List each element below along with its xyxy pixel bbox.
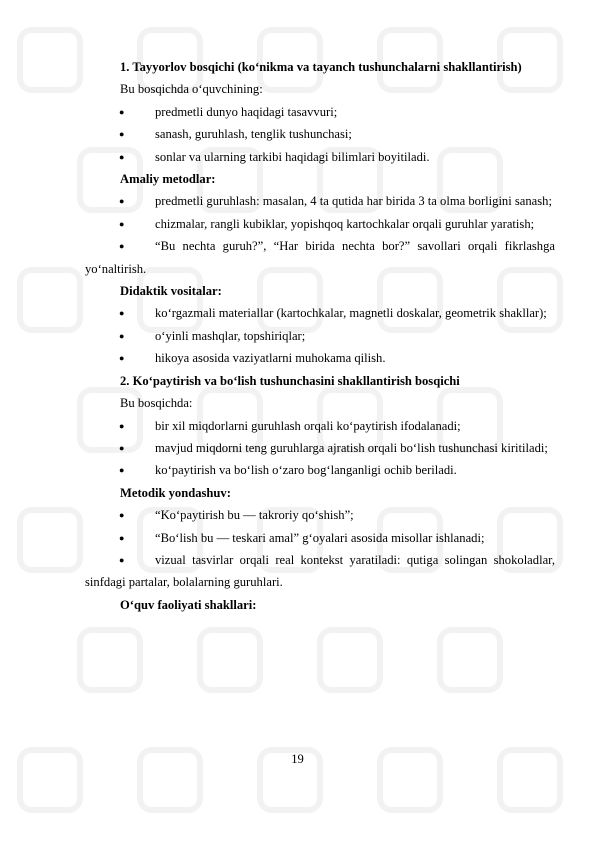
section2-heading: 2. Ko‘paytirish va bo‘lish tushunchasini shakllantirish bosqichi bbox=[120, 373, 460, 388]
list-item-text: vizual tasvirlar orqali real kontekst yaratiladi: qutiga solingan shokoladlar, sinfdagi partalar, bolalarning guruhlari. bbox=[85, 552, 555, 590]
list-item bbox=[85, 437, 555, 459]
bullet-icon: ● bbox=[119, 554, 125, 565]
list-item-text: sanash, guruhlash, tenglik tushunchasi; bbox=[155, 127, 352, 142]
bullet-icon: ● bbox=[119, 308, 125, 319]
bullet-icon: ● bbox=[119, 420, 125, 431]
list-item bbox=[85, 123, 555, 145]
section2-intro: Bu bosqichda: bbox=[120, 396, 193, 411]
list-item-text: ko‘rgazmali materiallar (kartochkalar, magnetli doskalar, geometrik shakllar); bbox=[155, 306, 547, 321]
list-item bbox=[85, 190, 555, 212]
list-item bbox=[85, 325, 555, 347]
list-item-text: ko‘paytirish va bo‘lish o‘zaro bog‘langanligi ochib beriladi. bbox=[155, 463, 457, 478]
list-item-text: o‘yinli mashqlar, topshiriqlar; bbox=[155, 328, 306, 343]
approach-heading: Metodik yondashuv: bbox=[120, 485, 231, 500]
list-item-text: “Bo‘lish bu — teskari amal” g‘oyalari asosida misollar ishlanadi; bbox=[155, 530, 485, 545]
bullet-icon: ● bbox=[119, 151, 125, 162]
bullet-icon: ● bbox=[119, 196, 125, 207]
methods-heading: Amaliy metodlar: bbox=[120, 172, 216, 187]
bullet-icon: ● bbox=[119, 532, 125, 543]
list-item bbox=[85, 146, 555, 168]
list-item bbox=[85, 101, 555, 123]
list-item-text: predmetli dunyo haqidagi tasavvuri; bbox=[155, 104, 338, 119]
bullet-icon: ● bbox=[119, 442, 125, 453]
document-page bbox=[85, 56, 555, 616]
bullet-icon: ● bbox=[119, 330, 125, 341]
list-item-text: “Bu nechta guruh?”, “Har birida nechta bor?” savollari orqali fikrlashga yo‘naltirish. bbox=[85, 239, 555, 276]
list-item-text: hikoya asosida vaziyatlarni muhokama qilish. bbox=[155, 351, 386, 366]
bullet-icon: ● bbox=[119, 353, 125, 364]
list-item bbox=[85, 347, 555, 369]
list-item bbox=[85, 459, 555, 481]
list-item-text: chizmalar, rangli kubiklar, yopishqoq kartochkalar orqali guruhlar yaratish; bbox=[155, 216, 535, 231]
list-item bbox=[85, 527, 555, 549]
list-item bbox=[85, 213, 555, 235]
list-item-text: bir xil miqdorlarni guruhlash orqali ko‘paytirish ifodalanadi; bbox=[155, 418, 461, 433]
bullet-icon: ● bbox=[119, 241, 125, 252]
list-item bbox=[85, 415, 555, 437]
list-item-text: predmetli guruhlash: masalan, 4 ta qutida har birida 3 ta olma borligini sanash; bbox=[155, 194, 552, 209]
list-item-text: mavjud miqdorni teng guruhlarga ajratish orqali bo‘lish tushunchasi kiritiladi; bbox=[155, 440, 548, 455]
bullet-icon: ● bbox=[119, 218, 125, 229]
list-item bbox=[85, 549, 555, 594]
section1-heading: 1. Tayyorlov bosqichi (ko‘nikma va tayanch tushunchalarni shakllantirish) bbox=[120, 60, 522, 74]
list-item bbox=[85, 504, 555, 526]
list-item bbox=[85, 302, 555, 324]
bullet-icon: ● bbox=[119, 106, 125, 117]
tools-heading: Didaktik vositalar: bbox=[120, 284, 222, 299]
forms-heading: O‘quv faoliyati shakllari: bbox=[120, 597, 257, 612]
section1-intro: Bu bosqichda o‘quvchining: bbox=[120, 82, 263, 97]
list-item-text: “Ko‘paytirish bu — takroriy qo‘shish”; bbox=[155, 508, 354, 523]
list-item-text: sonlar va ularning tarkibi haqidagi bilimlari boyitiladi. bbox=[155, 149, 430, 164]
bullet-icon: ● bbox=[119, 510, 125, 521]
bullet-icon: ● bbox=[119, 129, 125, 140]
bullet-icon: ● bbox=[119, 465, 125, 476]
list-item bbox=[85, 235, 555, 280]
page-number: 19 bbox=[291, 752, 304, 766]
